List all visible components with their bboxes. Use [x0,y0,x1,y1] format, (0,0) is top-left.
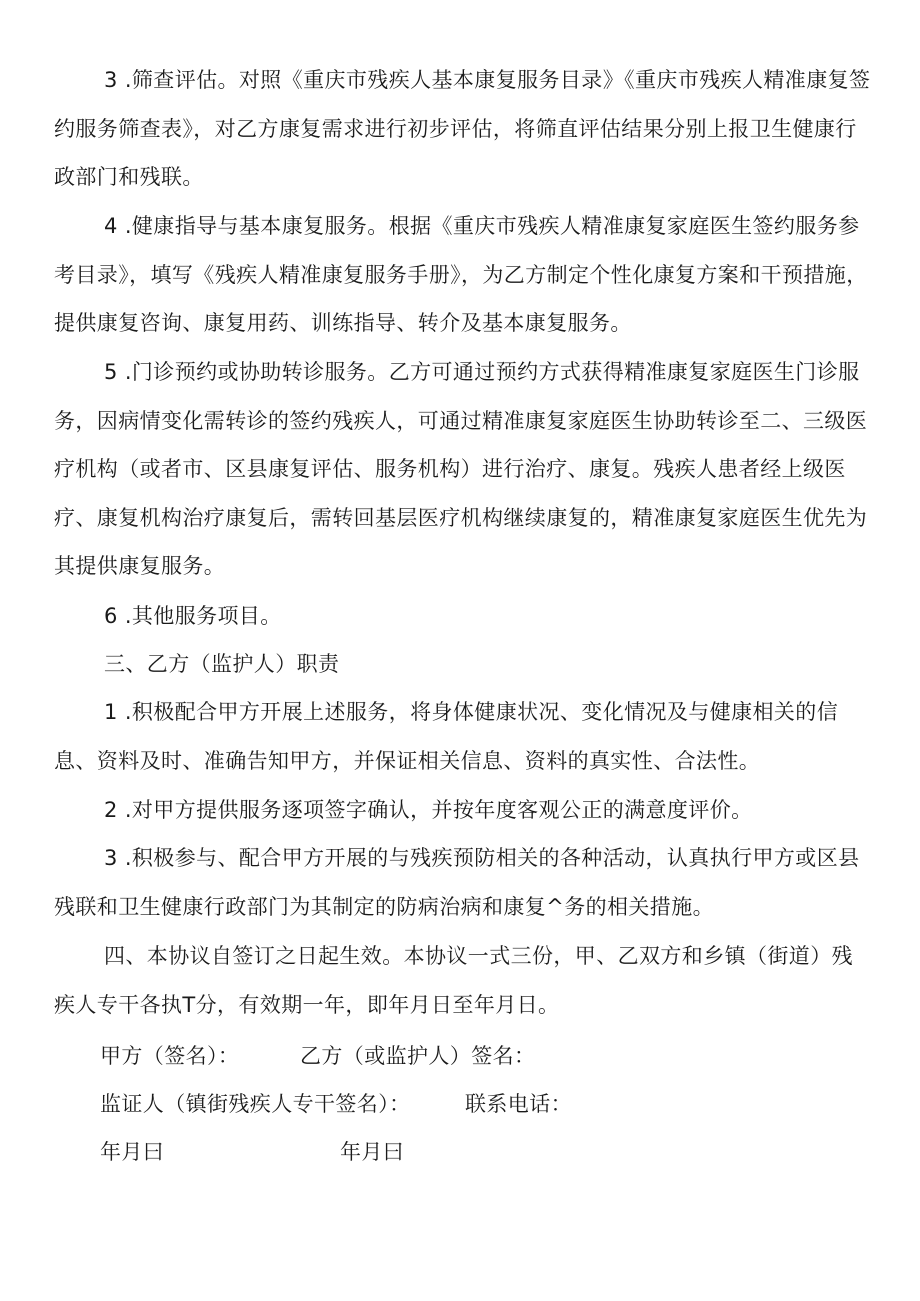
party-a-signature-label: 甲方（签名）： [100,1044,240,1068]
item-5-referral: 5 .门诊预约或协助转诊服务。乙方可通过预约方式获得精准康复家庭医生门诊服务，因病情变化需转诊的签约残疾人，可通过精准康复家庭医生协助转诊至二、三级医疗机构（或者市、区县康复评估、服务机构）进行治疗、康复。残疾人患者经上级医疗、康复机构治疗康复后，需转回基层医疗机构继续康复的，精准康复家庭医生优先为其提供康复服务。 [54,360,868,578]
item-6-other-services: 6 .其他服务项目。 [104,604,282,628]
item-4-health-guidance: 4 .健康指导与基本康复服务。根据《重庆市残疾人精准康复家庭医生签约服务参考目录》，填写《残疾人精准康复服务手册》，为乙方制定个性化康复方案和干预措施，提供康复咨询、康复用药、训练指导、转介及基本康复服务。 [54,214,868,335]
duty-3: 3 .积极参与、配合甲方开展的与残疾预防相关的各种活动，认真执行甲方或区县残联和卫生健康行政部门为其制定的防病治病和康复^务的相关措施。 [54,846,860,919]
item-3-screening: 3 .筛查评估。对照《重庆市残疾人基本康复服务目录》《重庆市残疾人精准康复签约服务筛查表》，对乙方康复需求进行初步评估，将筛直评估结果分别上报卫生健康行政部门和残联。 [54,68,871,189]
phone-label: 联系电话： [465,1092,572,1116]
date-left: 年月曰 [100,1140,165,1164]
duty-1: 1 .积极配合甲方开展上述服务，将身体健康状况、变化情况及与健康相关的信息、资料及时、准确告知甲方，并保证相关信息、资料的真实性、合法性。 [54,700,839,773]
duty-2: 2 .对甲方提供服务逐项签字确认，并按年度客观公正的满意度评价。 [104,798,753,822]
section-3-heading: 三、乙方（监护人）职责 [104,652,340,676]
section-4-effective: 四、本协议自签订之日起生效。本协议一式三份，甲、乙双方和乡镇（街道）残疾人专干各执T分，有效期一年，即年月日至年月日。 [54,944,853,1017]
witness-signature-label: 监证人（镇街残疾人专干签名）： [100,1092,411,1116]
party-b-signature-label: 乙方（或监护人）签名： [300,1044,536,1068]
date-right: 年月曰 [340,1140,405,1164]
